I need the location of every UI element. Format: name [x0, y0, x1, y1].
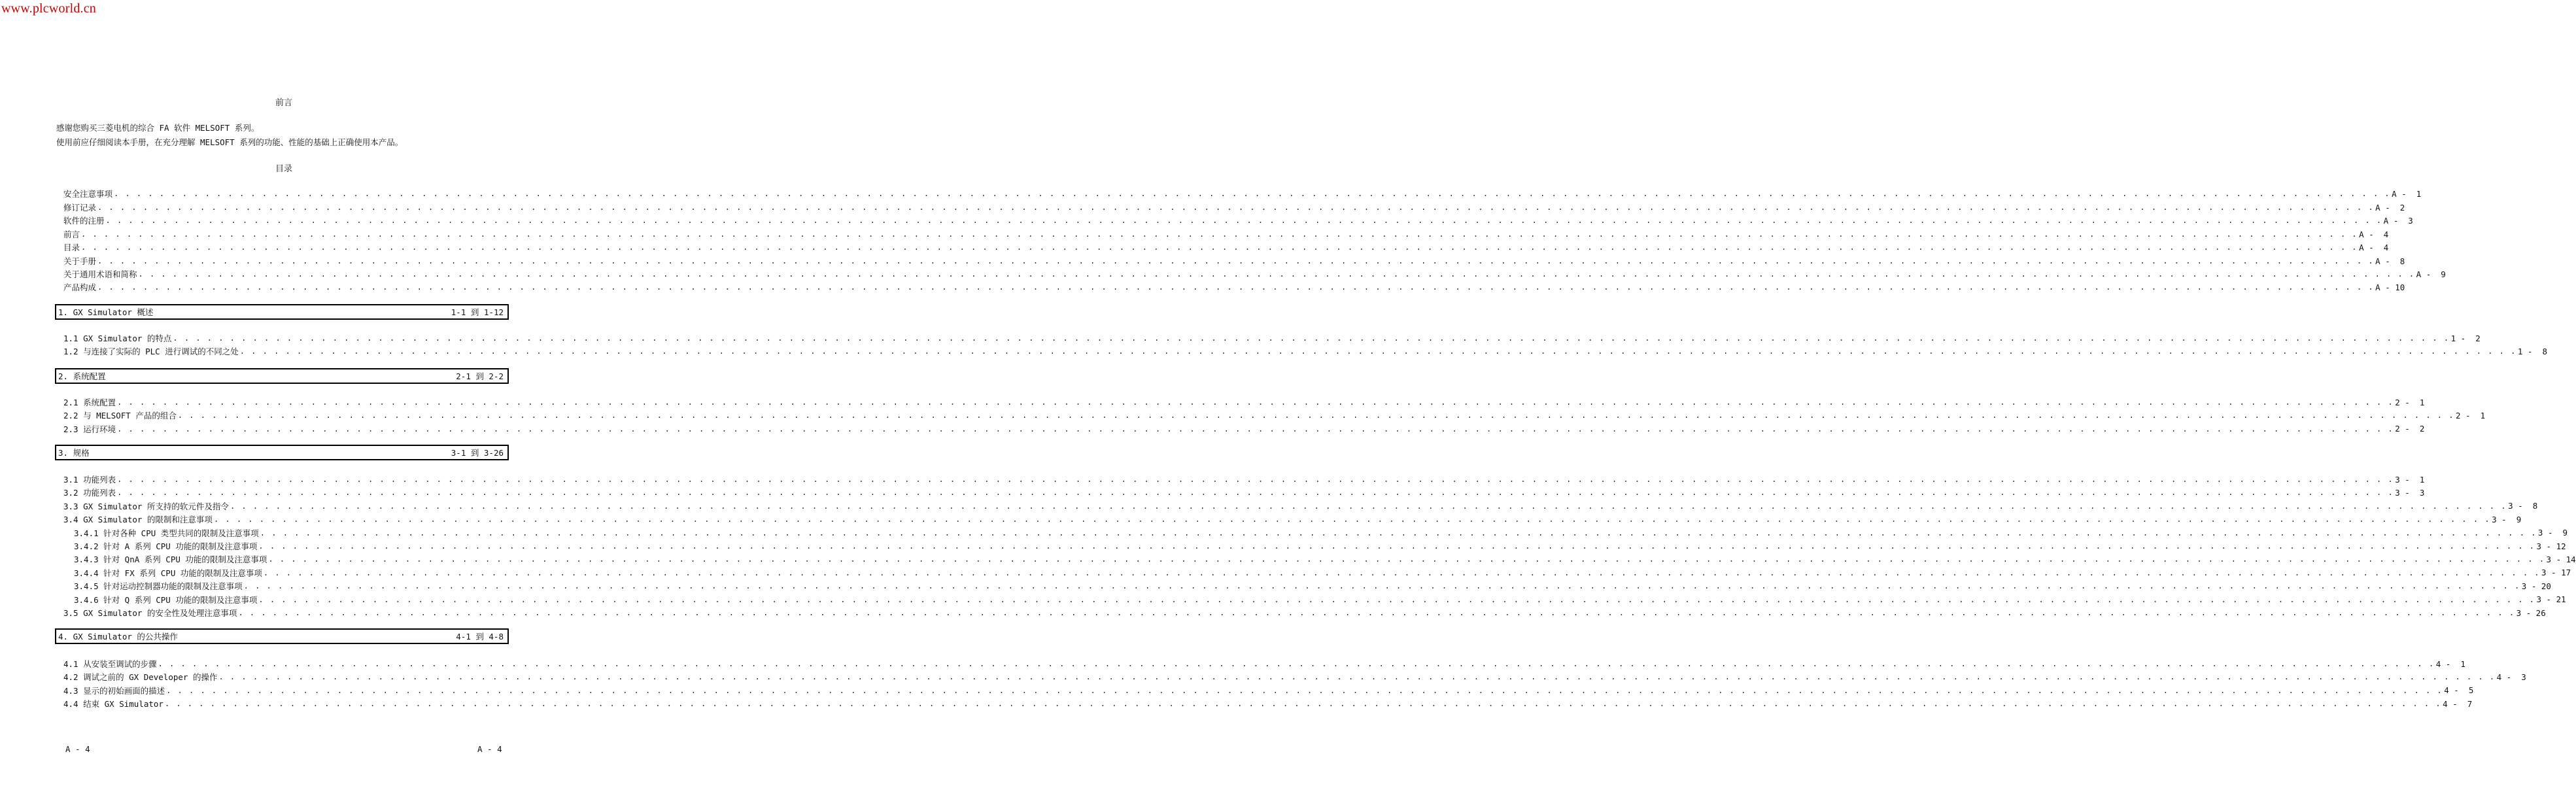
toc-entry-label: 1.2 与连接了实际的 PLC 进行调试的不同之处 — [63, 347, 239, 357]
leader-dots: . . . . . . . . . . . . . . . . . . . . . . . . . . . . . . . . . . . . . . . . . . . . . . . . . . . . . . . . . . . . . . . . . . . . . . . . . . . . . . . . . . . . . . . . . . . . . . . . . . . . . . . . . . . . . . . . . . . . . . . . . . . . . . . . . . . . . . . . . . . . . . . . . . . . . . . . . . . . . . . . . . . . . . . . . . . . . . . . . . . . . . . . . . . . . . . . . . . . . . . . — [238, 608, 2515, 617]
toc-entry-page: 3 - 20 — [2521, 581, 2551, 591]
watermark[interactable]: www.plcworld.cn — [1, 1, 97, 16]
leader-dots: . . . . . . . . . . . . . . . . . . . . . . . . . . . . . . . . . . . . . . . . . . . . . . . . . . . . . . . . . . . . . . . . . . . . . . . . . . . . . . . . . . . . . . . . . . . . . . . . . . . . . . . . . . . . . . . . . . . . . . . . . . . . . . . . . . . . . . . . . . . . . . . . . . . . . . . . . . . . . . . . . . . . . . . . . . . . . . . . . . . . . . . . . . . . . . . . . . . . . . . . — [117, 424, 2394, 434]
toc-entry-label: 3.4.2 针对 A 系列 CPU 功能的限制及注意事项 — [74, 541, 258, 551]
toc-entry[interactable] — [63, 396, 2425, 409]
leader-dots: . . . . . . . . . . . . . . . . . . . . . . . . . . . . . . . . . . . . . . . . . . . . . . . . . . . . . . . . . . . . . . . . . . . . . . . . . . . . . . . . . . . . . . . . . . . . . . . . . . . . . . . . . . . . . . . . . . . . . . . . . . . . . . . . . . . . . . . . . . . . . . . . . . . . . . . . . . . . . . . . . . . . . . . . . . . . . . . . . . . . . . . . . . . . . . . . . . . . . . . . — [105, 216, 2382, 225]
toc-entry[interactable] — [63, 513, 2522, 526]
toc-entry-label: 3.1 功能列表 — [63, 475, 116, 485]
toc-entry-label: 目录 — [63, 243, 80, 252]
chapter-header[interactable] — [55, 628, 509, 644]
toc-entry-page: A - 9 — [2416, 269, 2446, 279]
toc-entry-page: A - 2 — [2375, 202, 2405, 213]
leader-dots: . . . . . . . . . . . . . . . . . . . . . . . . . . . . . . . . . . . . . . . . . . . . . . . . . . . . . . . . . . . . . . . . . . . . . . . . . . . . . . . . . . . . . . . . . . . . . . . . . . . . . . . . . . . . . . . . . . . . . . . . . . . . . . . . . . . . . . . . . . . . . . . . . . . . . . . . . . . . . . . . . . . . . . . . . . . . . . . . . . . . . . . . . . . . . . . . . . . . . . . . — [263, 568, 2541, 577]
toc-entry-page: 1 - 8 — [2517, 346, 2548, 356]
leader-dots: . . . . . . . . . . . . . . . . . . . . . . . . . . . . . . . . . . . . . . . . . . . . . . . . . . . . . . . . . . . . . . . . . . . . . . . . . . . . . . . . . . . . . . . . . . . . . . . . . . . . . . . . . . . . . . . . . . . . . . . . . . . . . . . . . . . . . . . . . . . . . . . . . . . . . . . . . . . . . . . . . . . . . . . . . . . . . . . . . . . . . . . . . . . . . . . . . . . . . . . . — [213, 515, 2491, 524]
leader-dots: . . . . . . . . . . . . . . . . . . . . . . . . . . . . . . . . . . . . . . . . . . . . . . . . . . . . . . . . . . . . . . . . . . . . . . . . . . . . . . . . . . . . . . . . . . . . . . . . . . . . . . . . . . . . . . . . . . . . . . . . . . . . . . . . . . . . . . . . . . . . . . . . . . . . . . . . . . . . . . . . . . . . . . . . . . . . . . . . . . . . . . . . . . . . . . . . . . . . . . . . — [97, 256, 2375, 265]
leader-dots: . . . . . . . . . . . . . . . . . . . . . . . . . . . . . . . . . . . . . . . . . . . . . . . . . . . . . . . . . . . . . . . . . . . . . . . . . . . . . . . . . . . . . . . . . . . . . . . . . . . . . . . . . . . . . . . . . . . . . . . . . . . . . . . . . . . . . . . . . . . . . . . . . . . . . . . . . . . . . . . . . . . . . . . . . . . . . . . . . . . . . . . . . . . . . . . . . . . . . . . . — [97, 203, 2375, 212]
toc-entry-label: 4.3 显示的初始画面的描述 — [63, 685, 165, 696]
toc-entry[interactable] — [63, 228, 2389, 241]
leader-dots: . . . . . . . . . . . . . . . . . . . . . . . . . . . . . . . . . . . . . . . . . . . . . . . . . . . . . . . . . . . . . . . . . . . . . . . . . . . . . . . . . . . . . . . . . . . . . . . . . . . . . . . . . . . . . . . . . . . . . . . . . . . . . . . . . . . . . . . . . . . . . . . . . . . . . . . . . . . . . . . . . . . . . . . . . . . . . . . . . . . . . . . . . . . . . . . . . . . . . . . . — [177, 411, 2454, 420]
intro-line-1: 感谢您购买三菱电机的综合 FA 软件 MELSOFT 系列。 — [56, 123, 260, 133]
toc-entry-label: 修订记录 — [63, 203, 97, 213]
leader-dots: . . . . . . . . . . . . . . . . . . . . . . . . . . . . . . . . . . . . . . . . . . . . . . . . . . . . . . . . . . . . . . . . . . . . . . . . . . . . . . . . . . . . . . . . . . . . . . . . . . . . . . . . . . . . . . . . . . . . . . . . . . . . . . . . . . . . . . . . . . . . . . . . . . . . . . . . . . . . . . . . . . . . . . . . . . . . . . . . . . . . . . . . . . . . . . . . . . . . . . . . — [218, 672, 2496, 682]
toc-entry-label: 4.4 结束 GX Simulator — [63, 699, 163, 709]
leader-dots: . . . . . . . . . . . . . . . . . . . . . . . . . . . . . . . . . . . . . . . . . . . . . . . . . . . . . . . . . . . . . . . . . . . . . . . . . . . . . . . . . . . . . . . . . . . . . . . . . . . . . . . . . . . . . . . . . . . . . . . . . . . . . . . . . . . . . . . . . . . . . . . . . . . . . . . . . . . . . . . . . . . . . . . . . . . . . . . . . . . . . . . . . . . . . . . . . . . . . . . . — [230, 501, 2507, 511]
toc-entry-page: 3 - 12 — [2536, 541, 2566, 551]
leader-dots: . . . . . . . . . . . . . . . . . . . . . . . . . . . . . . . . . . . . . . . . . . . . . . . . . . . . . . . . . . . . . . . . . . . . . . . . . . . . . . . . . . . . . . . . . . . . . . . . . . . . . . . . . . . . . . . . . . . . . . . . . . . . . . . . . . . . . . . . . . . . . . . . . . . . . . . . . . . . . . . . . . . . . . . . . . . . . . . . . . . . . . . . . . . . . . . . . . . . . . . . — [117, 488, 2394, 498]
toc-entry[interactable] — [63, 345, 2548, 358]
toc-entry-label: 3.4.3 针对 QnA 系列 CPU 功能的限制及注意事项 — [74, 555, 267, 565]
toc-entry-label: 3.4.6 针对 Q 系列 CPU 功能的限制及注意事项 — [74, 594, 258, 605]
intro-line-2: 使用前应仔细阅读本手册，在充分理解 MELSOFT 系列的功能、性能的基础上正确使用本产品。 — [56, 137, 404, 147]
toc-entry-label: 3.5 GX Simulator 的安全性及处理注意事项 — [63, 608, 237, 618]
leader-dots: . . . . . . . . . . . . . . . . . . . . . . . . . . . . . . . . . . . . . . . . . . . . . . . . . . . . . . . . . . . . . . . . . . . . . . . . . . . . . . . . . . . . . . . . . . . . . . . . . . . . . . . . . . . . . . . . . . . . . . . . . . . . . . . . . . . . . . . . . . . . . . . . . . . . . . . . . . . . . . . . . . . . . . . . . . . . . . . . . . . . . . . . . . . . . . . . . . . . . . . . — [114, 189, 2391, 198]
toc-entry-label: 软件的注册 — [63, 216, 105, 226]
toc-entry-label: 2.2 与 MELSOFT 产品的组合 — [63, 411, 177, 421]
toc-entry-label: 关于通用术语和简称 — [63, 269, 137, 279]
toc-heading: 目录 — [275, 164, 292, 174]
toc-entry-page: 3 - 26 — [2516, 607, 2546, 618]
toc-entry-label: 3.4.1 针对各种 CPU 类型共同的限制及注意事项 — [74, 528, 259, 538]
toc-entry-page: A - 10 — [2375, 282, 2405, 292]
chapter-page-range: 2-1 到 2-2 — [456, 371, 504, 381]
toc-entry-page: 2 - 1 — [2455, 410, 2486, 420]
chapter-header[interactable] — [55, 445, 509, 460]
toc-entry-label: 3.2 功能列表 — [63, 488, 116, 498]
toc-entry-page: 3 - 17 — [2541, 568, 2571, 578]
toc-entry-label: 3.4.4 针对 FX 系列 CPU 功能的限制及注意事项 — [74, 568, 262, 578]
toc-entry[interactable] — [63, 332, 2481, 345]
leader-dots: . . . . . . . . . . . . . . . . . . . . . . . . . . . . . . . . . . . . . . . . . . . . . . . . . . . . . . . . . . . . . . . . . . . . . . . . . . . . . . . . . . . . . . . . . . . . . . . . . . . . . . . . . . . . . . . . . . . . . . . . . . . . . . . . . . . . . . . . . . . . . . . . . . . . . . . . . . . . . . . . . . . . . . . . . . . . . . . . . . . . . . . . . . . . . . . . . . . . . . . . — [243, 581, 2520, 591]
leader-dots: . . . . . . . . . . . . . . . . . . . . . . . . . . . . . . . . . . . . . . . . . . . . . . . . . . . . . . . . . . . . . . . . . . . . . . . . . . . . . . . . . . . . . . . . . . . . . . . . . . . . . . . . . . . . . . . . . . . . . . . . . . . . . . . . . . . . . . . . . . . . . . . . . . . . . . . . . . . . . . . . . . . . . . . . . . . . . . . . . . . . . . . . . . . . . . . . . . . . . . . . — [138, 269, 2415, 279]
leader-dots: . . . . . . . . . . . . . . . . . . . . . . . . . . . . . . . . . . . . . . . . . . . . . . . . . . . . . . . . . . . . . . . . . . . . . . . . . . . . . . . . . . . . . . . . . . . . . . . . . . . . . . . . . . . . . . . . . . . . . . . . . . . . . . . . . . . . . . . . . . . . . . . . . . . . . . . . . . . . . . . . . . . . . . . . . . . . . . . . . . . . . . . . . . . . . . . . . . . . . . . . — [81, 230, 2358, 239]
leader-dots: . . . . . . . . . . . . . . . . . . . . . . . . . . . . . . . . . . . . . . . . . . . . . . . . . . . . . . . . . . . . . . . . . . . . . . . . . . . . . . . . . . . . . . . . . . . . . . . . . . . . . . . . . . . . . . . . . . . . . . . . . . . . . . . . . . . . . . . . . . . . . . . . . . . . . . . . . . . . . . . . . . . . . . . . . . . . . . . . . . . . . . . . . . . . . . . . . . . . . . . . — [117, 475, 2394, 484]
toc-entry[interactable] — [63, 241, 2389, 254]
toc-entry-label: 前言 — [63, 230, 80, 239]
toc-entry[interactable] — [63, 670, 2526, 683]
toc-entry-label: 4.2 调试之前的 GX Developer 的操作 — [63, 672, 218, 683]
toc-entry-page: 4 - 1 — [2435, 658, 2465, 669]
toc-entry[interactable] — [74, 566, 2571, 579]
leader-dots: . . . . . . . . . . . . . . . . . . . . . . . . . . . . . . . . . . . . . . . . . . . . . . . . . . . . . . . . . . . . . . . . . . . . . . . . . . . . . . . . . . . . . . . . . . . . . . . . . . . . . . . . . . . . . . . . . . . . . . . . . . . . . . . . . . . . . . . . . . . . . . . . . . . . . . . . . . . . . . . . . . . . . . . . . . . . . . . . . . . . . . . . . . . . . . . . . . . . . . . . — [117, 398, 2394, 407]
toc-entry-label: 2.3 运行环境 — [63, 424, 116, 434]
toc-entry[interactable] — [74, 526, 2568, 539]
toc-entry[interactable] — [63, 697, 2473, 710]
chapter-header[interactable] — [55, 368, 509, 384]
toc-entry[interactable] — [63, 267, 2446, 281]
toc-entry-label: 3.4.5 针对运动控制器功能的限制及注意事项 — [74, 581, 243, 592]
toc-entry-page: 3 - 1 — [2395, 474, 2425, 485]
toc-entry[interactable] — [63, 214, 2413, 227]
toc-entry-label: 产品构成 — [63, 282, 97, 292]
toc-entry-page: A - 1 — [2392, 188, 2422, 199]
toc-entry[interactable] — [63, 422, 2425, 436]
chapter-title: 3. 规格 — [58, 448, 90, 458]
footer-page-left: A - 4 — [65, 744, 90, 754]
toc-entry[interactable] — [63, 684, 2474, 697]
toc-entry-page: 3 - 3 — [2395, 487, 2425, 498]
toc-entry-label: 3.3 GX Simulator 所支持的软元件及指令 — [63, 501, 229, 511]
toc-entry-label: 1.1 GX Simulator 的特点 — [63, 333, 172, 343]
toc-entry-page: A - 3 — [2383, 215, 2413, 226]
toc-entry-page: A - 8 — [2375, 256, 2405, 266]
toc-entry[interactable] — [63, 409, 2486, 422]
preface-heading: 前言 — [275, 98, 292, 108]
toc-entry[interactable] — [63, 201, 2405, 214]
toc-entry[interactable] — [74, 593, 2566, 606]
chapter-title: 4. GX Simulator 的公共操作 — [58, 632, 178, 641]
toc-entry-page: 4 - 7 — [2443, 698, 2473, 709]
toc-entry-page: 2 - 1 — [2395, 397, 2425, 407]
toc-entry-page: 4 - 5 — [2444, 685, 2474, 696]
footer-page-right: A - 4 — [477, 744, 502, 754]
leader-dots: . . . . . . . . . . . . . . . . . . . . . . . . . . . . . . . . . . . . . . . . . . . . . . . . . . . . . . . . . . . . . . . . . . . . . . . . . . . . . . . . . . . . . . . . . . . . . . . . . . . . . . . . . . . . . . . . . . . . . . . . . . . . . . . . . . . . . . . . . . . . . . . . . . . . . . . . . . . . . . . . . . . . . . . . . . . . . . . . . . . . . . . . . . . . . . . . . . . . . . . . — [158, 659, 2435, 668]
leader-dots: . . . . . . . . . . . . . . . . . . . . . . . . . . . . . . . . . . . . . . . . . . . . . . . . . . . . . . . . . . . . . . . . . . . . . . . . . . . . . . . . . . . . . . . . . . . . . . . . . . . . . . . . . . . . . . . . . . . . . . . . . . . . . . . . . . . . . . . . . . . . . . . . . . . . . . . . . . . . . . . . . . . . . . . . . . . . . . . . . . . . . . . . . . . . . . . . . . . . . . . . — [164, 699, 2442, 709]
toc-entry[interactable] — [63, 486, 2425, 499]
toc-entry-page: 3 - 9 — [2537, 528, 2568, 538]
leader-dots: . . . . . . . . . . . . . . . . . . . . . . . . . . . . . . . . . . . . . . . . . . . . . . . . . . . . . . . . . . . . . . . . . . . . . . . . . . . . . . . . . . . . . . . . . . . . . . . . . . . . . . . . . . . . . . . . . . . . . . . . . . . . . . . . . . . . . . . . . . . . . . . . . . . . . . . . . . . . . . . . . . . . . . . . . . . . . . . . . . . . . . . . . . . . . . . . . . . . . . . . — [81, 243, 2358, 252]
toc-entry[interactable] — [63, 473, 2425, 486]
toc-entry-label: 2.1 系统配置 — [63, 398, 116, 407]
leader-dots: . . . . . . . . . . . . . . . . . . . . . . . . . . . . . . . . . . . . . . . . . . . . . . . . . . . . . . . . . . . . . . . . . . . . . . . . . . . . . . . . . . . . . . . . . . . . . . . . . . . . . . . . . . . . . . . . . . . . . . . . . . . . . . . . . . . . . . . . . . . . . . . . . . . . . . . . . . . . . . . . . . . . . . . . . . . . . . . . . . . . . . . . . . . . . . . . . . . . . . . . — [239, 347, 2516, 356]
leader-dots: . . . . . . . . . . . . . . . . . . . . . . . . . . . . . . . . . . . . . . . . . . . . . . . . . . . . . . . . . . . . . . . . . . . . . . . . . . . . . . . . . . . . . . . . . . . . . . . . . . . . . . . . . . . . . . . . . . . . . . . . . . . . . . . . . . . . . . . . . . . . . . . . . . . . . . . . . . . . . . . . . . . . . . . . . . . . . . . . . . . . . . . . . . . . . . . . . . . . . . . . — [258, 541, 2535, 551]
chapter-header[interactable] — [55, 304, 509, 320]
leader-dots: . . . . . . . . . . . . . . . . . . . . . . . . . . . . . . . . . . . . . . . . . . . . . . . . . . . . . . . . . . . . . . . . . . . . . . . . . . . . . . . . . . . . . . . . . . . . . . . . . . . . . . . . . . . . . . . . . . . . . . . . . . . . . . . . . . . . . . . . . . . . . . . . . . . . . . . . . . . . . . . . . . . . . . . . . . . . . . . . . . . . . . . . . . . . . . . . . . . . . . . . — [166, 685, 2443, 695]
toc-entry[interactable] — [63, 254, 2405, 267]
toc-entry[interactable] — [74, 579, 2551, 592]
toc-entry-label: 4.1 从安装至调试的步骤 — [63, 659, 157, 669]
toc-entry[interactable] — [63, 606, 2546, 619]
toc-entry-page: A - 4 — [2359, 242, 2389, 252]
toc-entry-page: 3 - 9 — [2492, 514, 2522, 524]
toc-entry-page: 4 - 3 — [2496, 672, 2526, 682]
toc-entry[interactable] — [63, 657, 2465, 670]
chapter-page-range: 4-1 到 4-8 — [456, 632, 504, 641]
leader-dots: . . . . . . . . . . . . . . . . . . . . . . . . . . . . . . . . . . . . . . . . . . . . . . . . . . . . . . . . . . . . . . . . . . . . . . . . . . . . . . . . . . . . . . . . . . . . . . . . . . . . . . . . . . . . . . . . . . . . . . . . . . . . . . . . . . . . . . . . . . . . . . . . . . . . . . . . . . . . . . . . . . . . . . . . . . . . . . . . . . . . . . . . . . . . . . . . . . . . . . . . — [268, 555, 2545, 564]
leader-dots: . . . . . . . . . . . . . . . . . . . . . . . . . . . . . . . . . . . . . . . . . . . . . . . . . . . . . . . . . . . . . . . . . . . . . . . . . . . . . . . . . . . . . . . . . . . . . . . . . . . . . . . . . . . . . . . . . . . . . . . . . . . . . . . . . . . . . . . . . . . . . . . . . . . . . . . . . . . . . . . . . . . . . . . . . . . . . . . . . . . . . . . . . . . . . . . . . . . . . . . . — [258, 594, 2535, 604]
toc-entry-page: 2 - 2 — [2395, 424, 2425, 434]
toc-entry-page: 3 - 8 — [2508, 501, 2538, 511]
toc-entry-page: A - 4 — [2359, 229, 2389, 239]
toc-entry-label: 安全注意事项 — [63, 189, 113, 199]
leader-dots: . . . . . . . . . . . . . . . . . . . . . . . . . . . . . . . . . . . . . . . . . . . . . . . . . . . . . . . . . . . . . . . . . . . . . . . . . . . . . . . . . . . . . . . . . . . . . . . . . . . . . . . . . . . . . . . . . . . . . . . . . . . . . . . . . . . . . . . . . . . . . . . . . . . . . . . . . . . . . . . . . . . . . . . . . . . . . . . . . . . . . . . . . . . . . . . . . . . . . . . . — [173, 333, 2450, 343]
chapter-page-range: 3-1 到 3-26 — [451, 448, 504, 458]
leader-dots: . . . . . . . . . . . . . . . . . . . . . . . . . . . . . . . . . . . . . . . . . . . . . . . . . . . . . . . . . . . . . . . . . . . . . . . . . . . . . . . . . . . . . . . . . . . . . . . . . . . . . . . . . . . . . . . . . . . . . . . . . . . . . . . . . . . . . . . . . . . . . . . . . . . . . . . . . . . . . . . . . . . . . . . . . . . . . . . . . . . . . . . . . . . . . . . . . . . . . . . . — [97, 282, 2375, 292]
toc-entry-page: 1 - 2 — [2450, 333, 2481, 343]
chapter-page-range: 1-1 到 1-12 — [451, 307, 504, 317]
toc-entry-label: 3.4 GX Simulator 的限制和注意事项 — [63, 515, 213, 525]
toc-entry-page: 3 - 14 — [2546, 554, 2576, 564]
toc-entry-page: 3 - 21 — [2536, 594, 2566, 605]
chapter-title: 1. GX Simulator 概述 — [58, 307, 154, 317]
toc-entry[interactable] — [74, 539, 2566, 553]
toc-entry-label: 关于手册 — [63, 256, 97, 266]
toc-entry[interactable] — [63, 500, 2538, 513]
leader-dots: . . . . . . . . . . . . . . . . . . . . . . . . . . . . . . . . . . . . . . . . . . . . . . . . . . . . . . . . . . . . . . . . . . . . . . . . . . . . . . . . . . . . . . . . . . . . . . . . . . . . . . . . . . . . . . . . . . . . . . . . . . . . . . . . . . . . . . . . . . . . . . . . . . . . . . . . . . . . . . . . . . . . . . . . . . . . . . . . . . . . . . . . . . . . . . . . . . . . . . . . — [260, 528, 2537, 538]
toc-entry[interactable] — [63, 281, 2405, 294]
chapter-title: 2. 系统配置 — [58, 371, 106, 381]
toc-entry[interactable] — [63, 187, 2422, 200]
toc-entry[interactable] — [74, 553, 2576, 566]
